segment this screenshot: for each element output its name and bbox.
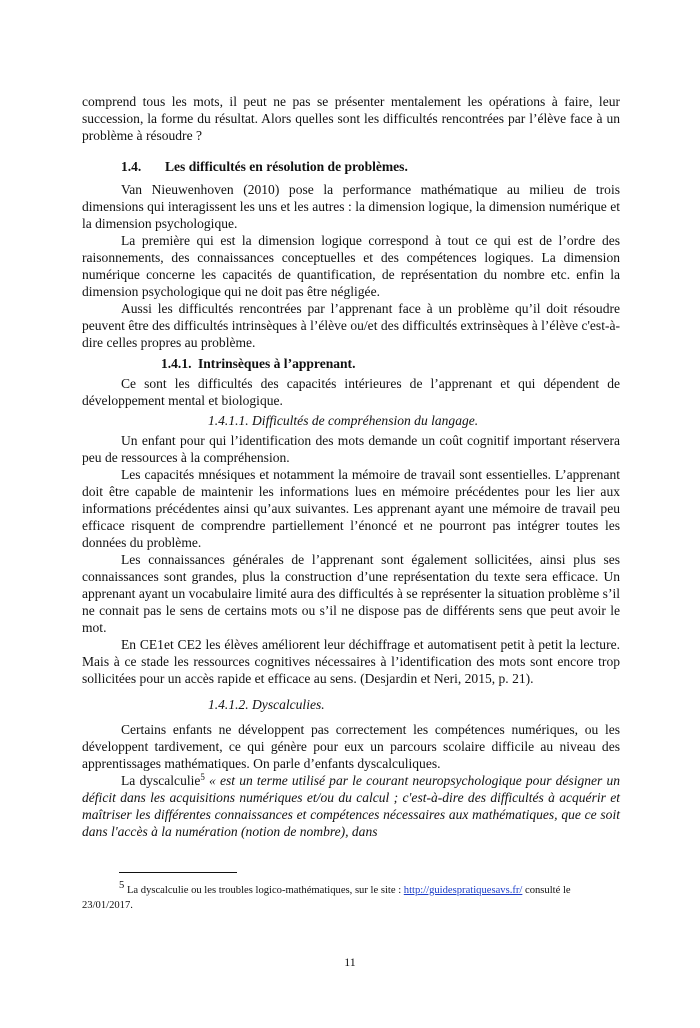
footnote-divider [119, 872, 237, 873]
paragraph: Les capacités mnésiques et notamment la mémoire de travail sont essentielles. L’apprenant doit être capable de maintenir les informations lues en mémoire précédentes pour les lier aux informations précédentes ainsi qu’aux suivantes. Les apprenant ayant une mémoire de travail peu efficace risquent de comprendre partiellement l’énoncé et ne pourront pas intégrer toutes les données du problème. [82, 467, 620, 550]
paragraph: Certains enfants ne développent pas correctement les compétences numériques, ou les développent tardivement, ce qui génère pour eux un parcours scolaire difficile au niveau des apprentissages mathématiques. On parle d’enfants dyscalculiques. [82, 722, 620, 771]
paragraph: Les connaissances générales de l’apprenant sont également sollicitées, ainsi plus ses connaissances sont grandes, plus la construction d’une représentation du texte sera efficace. Un apprenant ayant un vocabulaire limité aura des difficultés à se représenter la situation problème s’il ne connait pas le sens de certains mots ou s’il ne dispose pas de différents sens que peut avoir le mot. [82, 552, 620, 635]
footnote-text-end: consulté le 23/01/2017. [82, 885, 571, 911]
section-heading [121, 158, 620, 175]
quotation: « est un terme utilisé par le courant neuropsychologique pour désigner un déficit dans les acquisitions numériques et/ou du calcul ; c'est-à-dire des difficultés à acquérir et maîtriser les différentes connaissances et compétences nécessaires aux mathématiques, que ce soit dans l'accès à la numération (notion de nombre), dans [82, 773, 621, 839]
paragraph: Van Nieuwenhoven (2010) pose la performance mathématique au milieu de trois dimensions qui interagissent les uns et les autres : la dimension logique, la dimension numérique et la dimension psychologique. [82, 182, 620, 231]
footnote-reference[interactable]: 5 [200, 772, 205, 782]
footnote [82, 880, 620, 913]
footnote-text: La dyscalculie ou les troubles logico-mathématiques, sur le site : [124, 885, 404, 896]
section-number: 1.4. [121, 159, 142, 174]
paragraph: Un enfant pour qui l’identification des mots demande un coût cognitif important réservera peu de ressources à la compréhension. [82, 433, 620, 465]
paragraph: Ce sont les difficultés des capacités intérieures de l’apprenant et qui dépendent de développement mental et biologique. [82, 376, 620, 408]
page-body [82, 93, 620, 840]
paragraph-lead: La dyscalculie [121, 773, 201, 788]
paragraph: En CE1et CE2 les élèves améliorent leur déchiffrage et automatisent petit à petit la lecture. Mais à ce stade les ressources cognitives nécessaires à l’identification des mots sont encore trop sollicitées pour un accès rapide et efficace au sens. (Desjardin et Neri, 2015, p. 21). [82, 637, 620, 686]
footnote-link[interactable]: http://guidespratiquesavs.fr/ [403, 885, 523, 896]
footnote-mark: 5 [119, 880, 125, 891]
paragraph-dyscalculia-definition [82, 772, 620, 840]
section-title: Les difficultés en résolution de problèmes. [165, 159, 408, 174]
subsection-number: 1.4.1. [161, 356, 192, 371]
subsection-title: Intrinsèques à l’apprenant. [198, 356, 356, 371]
page-number: 11 [344, 955, 356, 969]
paragraph: Aussi les difficultés rencontrées par l’apprenant face à un problème qu’il doit résoudre peuvent être des difficultés intrinsèques à l’élève ou/et des difficultés extrinsèques à l’élève c'est-à-dire celles propres au problème. [82, 301, 620, 350]
subsubsection-heading-language: 1.4.1.1. Difficultés de compréhension du langage. [208, 413, 479, 428]
subsection-heading [161, 355, 620, 372]
subsubsection-heading-dyscalculia: 1.4.1.2. Dyscalculies. [208, 697, 325, 712]
paragraph-intro: comprend tous les mots, il peut ne pas se présenter mentalement les opérations à faire, leur succession, la forme du résultat. Alors quelles sont les difficultés rencontrées par l’élève face à un problème à résoudre ? [82, 94, 620, 143]
paragraph: La première qui est la dimension logique correspond à tout ce qui est de l’ordre des raisonnements, des connaissances conceptuelles et des compétences logiques. La dimension numérique concerne les capacités de quantification, de représentation du nombre etc. enfin la dimension psychologique qui ne doit pas être négligée. [82, 233, 620, 299]
